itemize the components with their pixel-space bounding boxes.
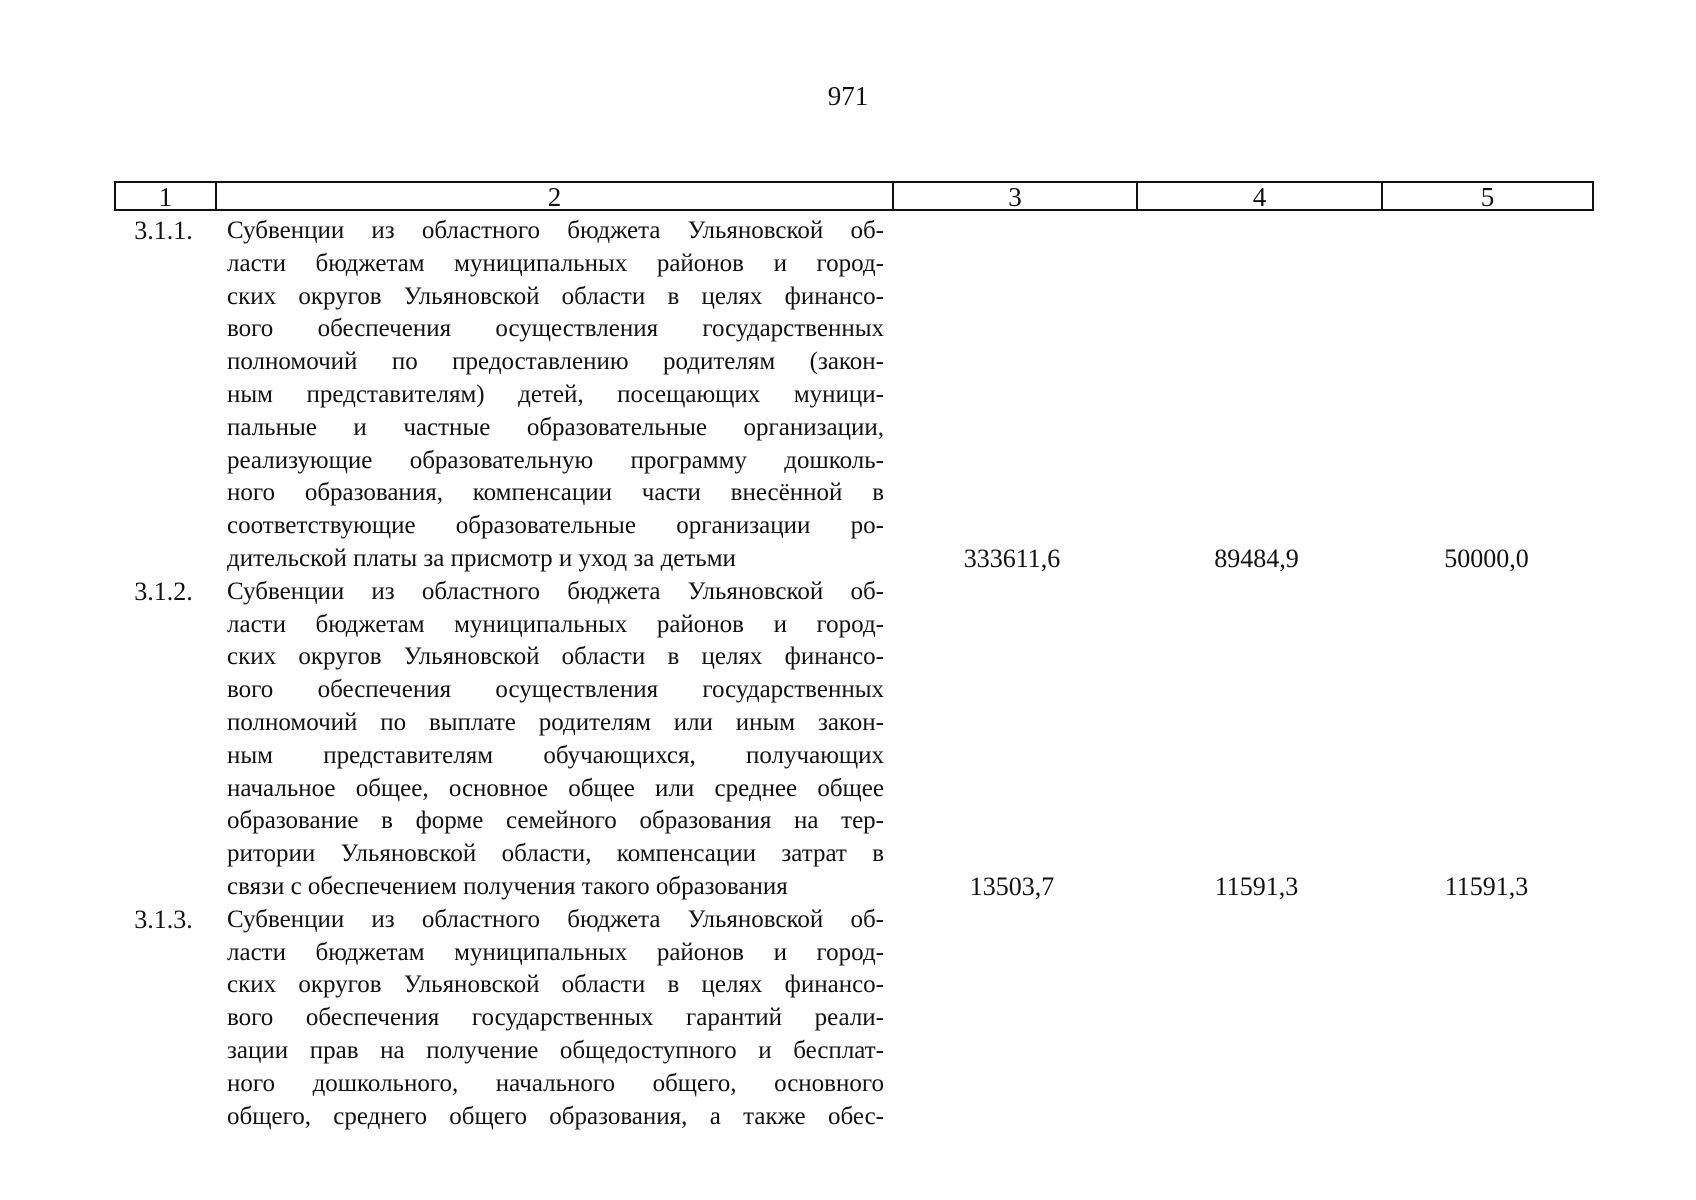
header-cell-3: 3	[892, 183, 1136, 209]
text-line: ских округов Ульяновской области в целях финансо-	[227, 971, 884, 999]
row-number: 3.1.3.	[134, 904, 193, 934]
row-description	[213, 215, 890, 576]
text-line: Субвенции из областного бюджета Ульяновской об-	[227, 577, 884, 605]
text-line: соответствующие образовательные организации ро-	[227, 512, 884, 540]
table-header-row	[114, 181, 1594, 211]
text-line: ских округов Ульяновской области в целях финансо-	[227, 282, 884, 310]
text-line: вого обеспечения осуществления государственных	[227, 676, 884, 704]
text-line: ритории Ульяновской области, компенсации затрат в	[227, 840, 884, 868]
text-line: вого обеспечения государственных гарантий реали-	[227, 1004, 884, 1032]
text-line: связи с обеспечением получения такого образования	[227, 872, 788, 900]
text-line: ным представителям обучающихся, получающих	[227, 741, 884, 769]
value-col-4: 89484,9	[1214, 543, 1299, 573]
row-description	[213, 576, 890, 904]
value-col-3: 13503,7	[969, 871, 1055, 901]
row-number: 3.1.1.	[134, 216, 193, 245]
table-row	[114, 904, 1594, 1134]
text-line: реализующие образовательную программу дошколь-	[227, 446, 884, 474]
text-line: ских округов Ульяновской области в целях финансо-	[227, 643, 884, 671]
text-line: Субвенции из областного бюджета Ульяновской об-	[227, 217, 884, 244]
text-line: пальные и частные образовательные организации,	[227, 413, 884, 441]
row-number: 3.1.2.	[134, 576, 193, 606]
text-line: начальное общее, основное общее или среднее общее	[227, 774, 884, 802]
text-line: Субвенции из областного бюджета Ульяновской об-	[227, 905, 884, 933]
value-col-4: 11591,3	[1214, 871, 1299, 901]
text-line: полномочий по предоставлению родителям (закон-	[227, 348, 884, 376]
header-cell-2: 2	[215, 183, 892, 209]
text-line: полномочий по выплате родителям или иным закон-	[227, 708, 884, 736]
value-col-5: 11591,3	[1444, 871, 1529, 901]
text-line: вого обеспечения осуществления государственных	[227, 315, 884, 343]
table-row	[114, 576, 1594, 904]
text-line: общего, среднего общего образования, а также обес-	[227, 1102, 884, 1130]
value-col-5: 50000,0	[1444, 543, 1529, 573]
header-cell-4: 4	[1136, 183, 1381, 209]
text-line: образование в форме семейного образования на тер-	[227, 807, 884, 835]
text-line: дительской платы за присмотр и уход за детьми	[227, 544, 736, 572]
text-line: ласти бюджетам муниципальных районов и город-	[227, 610, 884, 638]
text-line: ного образования, компенсации части внесённой в	[227, 479, 884, 507]
table-body	[114, 215, 1594, 1133]
text-line: ласти бюджетам муниципальных районов и город-	[227, 938, 884, 966]
page-number: 971	[827, 81, 869, 111]
header-cell-5: 5	[1381, 183, 1592, 209]
text-line: ным представителям) детей, посещающих муници-	[227, 380, 884, 408]
table-row	[114, 215, 1594, 576]
text-line: ласти бюджетам муниципальных районов и город-	[227, 249, 884, 277]
row-description	[213, 904, 890, 1134]
text-line: зации прав на получение общедоступного и бесплат-	[227, 1036, 884, 1064]
text-line: ного дошкольного, начального общего, основного	[227, 1069, 884, 1097]
value-col-3: 333611,6	[963, 543, 1061, 573]
header-cell-1: 1	[158, 182, 173, 212]
